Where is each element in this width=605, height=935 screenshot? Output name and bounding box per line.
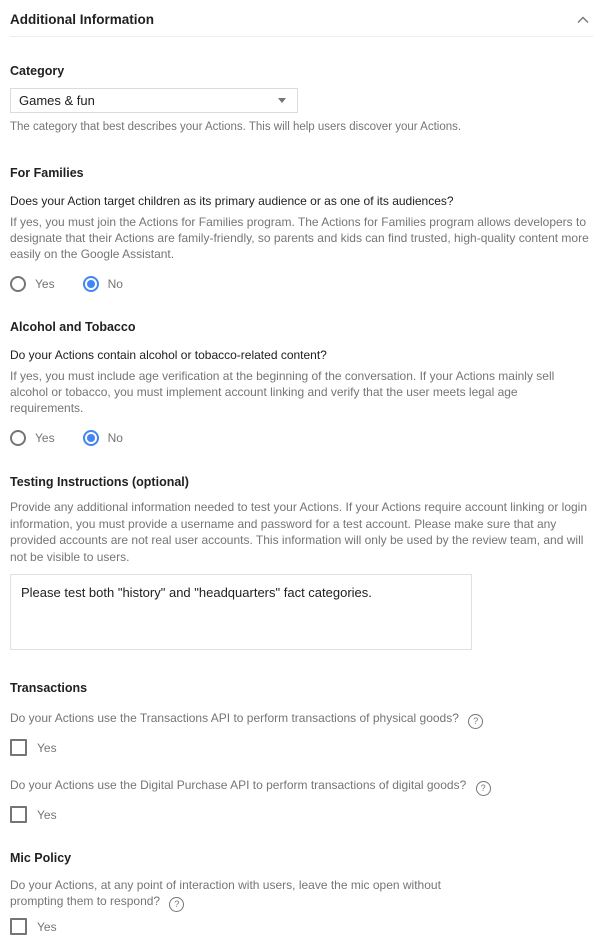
dropdown-arrow-icon [278, 98, 286, 103]
mic-policy-title: Mic Policy [10, 851, 72, 865]
for-families-no-radio[interactable] [83, 276, 99, 292]
transactions-digital-question-text: Do your Actions use the Digital Purchase API to perform transactions of digital goods? [10, 778, 467, 792]
mic-policy-question-text: Do your Actions, at any point of interaction with users, leave the mic open without prompting them to respond? [10, 878, 441, 908]
mic-policy-checkbox-label: Yes [37, 919, 57, 934]
transactions-digital-checkbox-label: Yes [37, 807, 57, 822]
alcohol-tobacco-question: Do your Actions contain alcohol or tobacco-related content? [10, 348, 327, 362]
category-section [10, 64, 593, 135]
category-label: Category [10, 64, 65, 78]
testing-instructions-helper-text: Provide any additional information needed to test your Actions. If your Actions require account linking or login information, you must provide a username and password for a test account. Please make sure that any provided accounts are not real user accounts. This information will only be used by the review team, and will not be visible to users. [10, 500, 588, 564]
mic-policy-yes-option[interactable] [10, 918, 593, 935]
testing-instructions-title: Testing Instructions (optional) [10, 475, 189, 489]
transactions-physical-question-text: Do your Actions use the Transactions API to perform transactions of physical goods? [10, 711, 459, 725]
category-dropdown[interactable] [10, 88, 298, 113]
for-families-yes-radio[interactable] [10, 276, 26, 292]
transactions-physical-question [10, 710, 593, 729]
panel-title: Additional Information [10, 12, 154, 27]
chevron-up-icon[interactable] [575, 14, 591, 26]
alcohol-tobacco-section [10, 320, 593, 446]
for-families-yes-option[interactable] [10, 276, 55, 292]
alcohol-tobacco-radio-group [10, 430, 593, 446]
alcohol-tobacco-yes-label: Yes [35, 431, 55, 445]
alcohol-tobacco-no-label: No [107, 431, 123, 445]
for-families-yes-label: Yes [35, 277, 55, 291]
mic-policy-section [10, 851, 593, 935]
category-dropdown-value: Games & fun [19, 93, 95, 108]
alcohol-tobacco-yes-option[interactable] [10, 430, 55, 446]
for-families-no-label: No [107, 277, 123, 291]
alcohol-tobacco-no-radio[interactable] [83, 430, 99, 446]
for-families-no-option[interactable] [83, 276, 123, 292]
for-families-helper-text: If yes, you must join the Actions for Families program. The Actions for Families program allows developers to designate that their Actions are family-friendly, so parents and kids can find trusted, high-quality content more easily on the Google Assistant. [10, 215, 589, 261]
panel-header[interactable] [10, 0, 593, 37]
category-helper-text: The category that best describes your Actions. This will help users discover your Actions. [10, 121, 462, 133]
transactions-digital-yes-option[interactable] [10, 806, 593, 823]
transactions-digital-checkbox[interactable] [10, 806, 27, 823]
for-families-section [10, 166, 593, 292]
transactions-physical-yes-option[interactable] [10, 739, 593, 756]
transactions-section [10, 681, 593, 823]
mic-policy-question [10, 877, 490, 912]
help-icon[interactable]: ? [169, 897, 184, 912]
testing-instructions-textarea[interactable] [10, 574, 472, 650]
alcohol-tobacco-title: Alcohol and Tobacco [10, 320, 136, 334]
alcohol-tobacco-yes-radio[interactable] [10, 430, 26, 446]
for-families-radio-group [10, 276, 593, 292]
transactions-physical-checkbox-label: Yes [37, 740, 57, 755]
for-families-question: Does your Action target children as its primary audience or as one of its audiences? [10, 194, 454, 208]
transactions-physical-checkbox[interactable] [10, 739, 27, 756]
mic-policy-checkbox[interactable] [10, 918, 27, 935]
alcohol-tobacco-helper-text: If yes, you must include age verification at the beginning of the conversation. If your Actions mainly sell alcohol or tobacco, you must implement account linking and verify that the user meets legal age requirements. [10, 369, 555, 415]
transactions-digital-question [10, 777, 593, 796]
alcohol-tobacco-no-option[interactable] [83, 430, 123, 446]
help-icon[interactable]: ? [468, 714, 483, 729]
help-icon[interactable]: ? [476, 781, 491, 796]
for-families-title: For Families [10, 166, 84, 180]
testing-instructions-section [10, 475, 593, 650]
transactions-title: Transactions [10, 681, 88, 695]
